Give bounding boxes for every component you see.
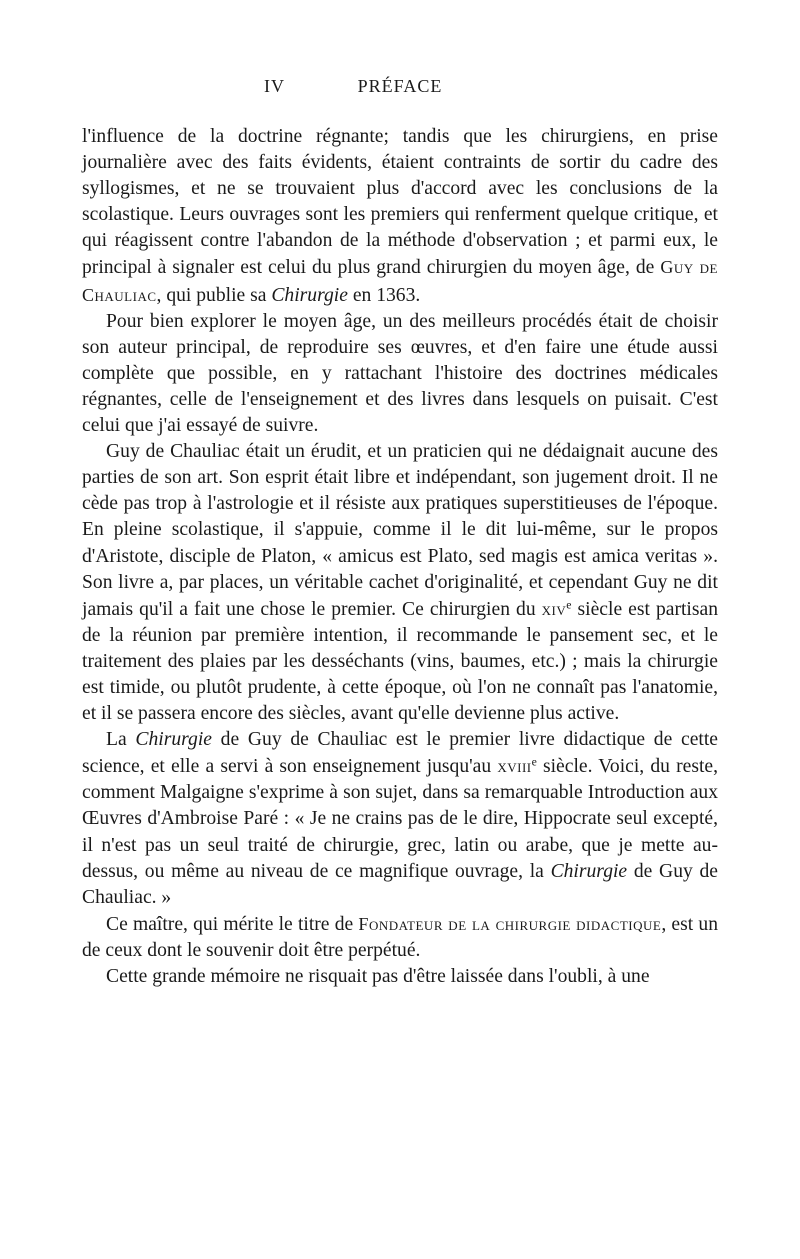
century-xiv-sup: e — [566, 598, 572, 612]
century-xviii: xviii — [497, 756, 532, 777]
paragraph-1-text-c: en 1363. — [347, 284, 421, 306]
paragraph-3-text-a: Guy de Chauliac était un érudit, et un praticien qui ne dédaignait aucune des parties de son art. Son esprit était libre et indépendant, son jugement droit. Il ne cède pas trop à l'astrologie et il résiste aux pratiques superstitieuses de l'époque. En pleine scolastique, il s'appuie, comme il le dit lui-même, sur le propos d'Aristote, disciple de Platon, « amicus est Plato, sed magis est amica veritas ». Son livre a, par places, un véritable cachet d'originalité, et cependant Guy ne dit jamais qu'il a fait une chose le premier. Ce chirurgien du — [82, 441, 718, 620]
paragraph-4-pre: La — [106, 729, 136, 751]
work-title-chirurgie: Chirurgie — [271, 284, 348, 306]
century-xiv: xiv — [541, 598, 567, 619]
paragraph-1-text-b: , qui publie sa — [156, 284, 272, 306]
title-fondateur: Fondateur de la chirurgie didactique — [358, 913, 662, 934]
paragraph-4-text-a: de Guy de Chauliac est le premier livre didactique de cette science, et elle a servi à son enseignement jusqu'au — [82, 729, 718, 778]
paragraph-5-text-b: , est un de ceux dont le souvenir doit être perpétué. — [82, 913, 718, 961]
paragraph-4 — [82, 727, 718, 911]
running-title: PRÉFACE — [357, 76, 443, 96]
paragraph-1 — [82, 124, 718, 309]
paragraph-5-text-a: Ce maître, qui mérite le titre de — [106, 913, 359, 935]
page-number: IV — [264, 76, 285, 96]
paragraph-2: Pour bien explorer le moyen âge, un des meilleurs procédés était de choisir son auteur principal, de reproduire ses œuvres, et d'en faire une étude aussi complète que possible, en y rattachant l'histoire des doctrines médicales régnantes, celle de l'enseignement et des livres dans lesquels on puisait. C'est celui que j'ai essayé de suivre. — [82, 310, 718, 437]
paragraph-3 — [82, 439, 718, 727]
paragraph-5 — [82, 911, 718, 964]
paragraph-6: Cette grande mémoire ne risquait pas d'être laissée dans l'oubli, à une — [106, 966, 650, 987]
paragraph-1-text-a: l'influence de la doctrine régnante; tandis que les chirurgiens, en prise journalière avec des faits évidents, étaient contraints de sortir du cadre des syllogismes, et ne se trouvaient plus d'accord avec les conclusions de la scolastique. Leurs ouvrages sont les premiers qui renferment quelque critique, et qui réagissent contre l'abandon de la méthode d'observation ; et parmi eux, le principal à signaler est celui du plus grand chirurgien du moyen âge, de — [82, 126, 718, 279]
author-name-guy-de-chauliac: Guy de Chauliac — [82, 257, 719, 305]
paragraph-4-text-c: de Guy de Chauliac. » — [82, 860, 718, 908]
paragraph-4-text-b: siècle. Voici, du reste, comment Malgaigne s'exprime à son sujet, dans sa remarquable Introduction aux Œuvres d'Ambroise Paré : « Je ne crains pas de le dire, Hippocrate seul excepté, il n'est pas un seul traité de chirurgie, grec, latin ou arabe, que je mette au-dessus, ou même au niveau de ce magnifique ouvrage, la — [82, 756, 719, 882]
running-head — [82, 76, 718, 104]
work-title-chirurgie-1: Chirurgie — [135, 729, 212, 751]
body-text — [82, 124, 718, 990]
century-xviii-sup: e — [531, 755, 537, 769]
work-title-chirurgie-2: Chirurgie — [550, 860, 628, 882]
paragraph-3-text-b: siècle est partisan de la réunion par première intention, il recommande le pansement sec, et le traitement des plaies par les desséchants (vins, baumes, etc.) ; mais la chirurgie est timide, ou plutôt prudente, à cette époque, où l'on ne connaît pas l'anatomie, et il se passera encore des siècles, avant qu'elle devienne plus active. — [82, 598, 718, 725]
